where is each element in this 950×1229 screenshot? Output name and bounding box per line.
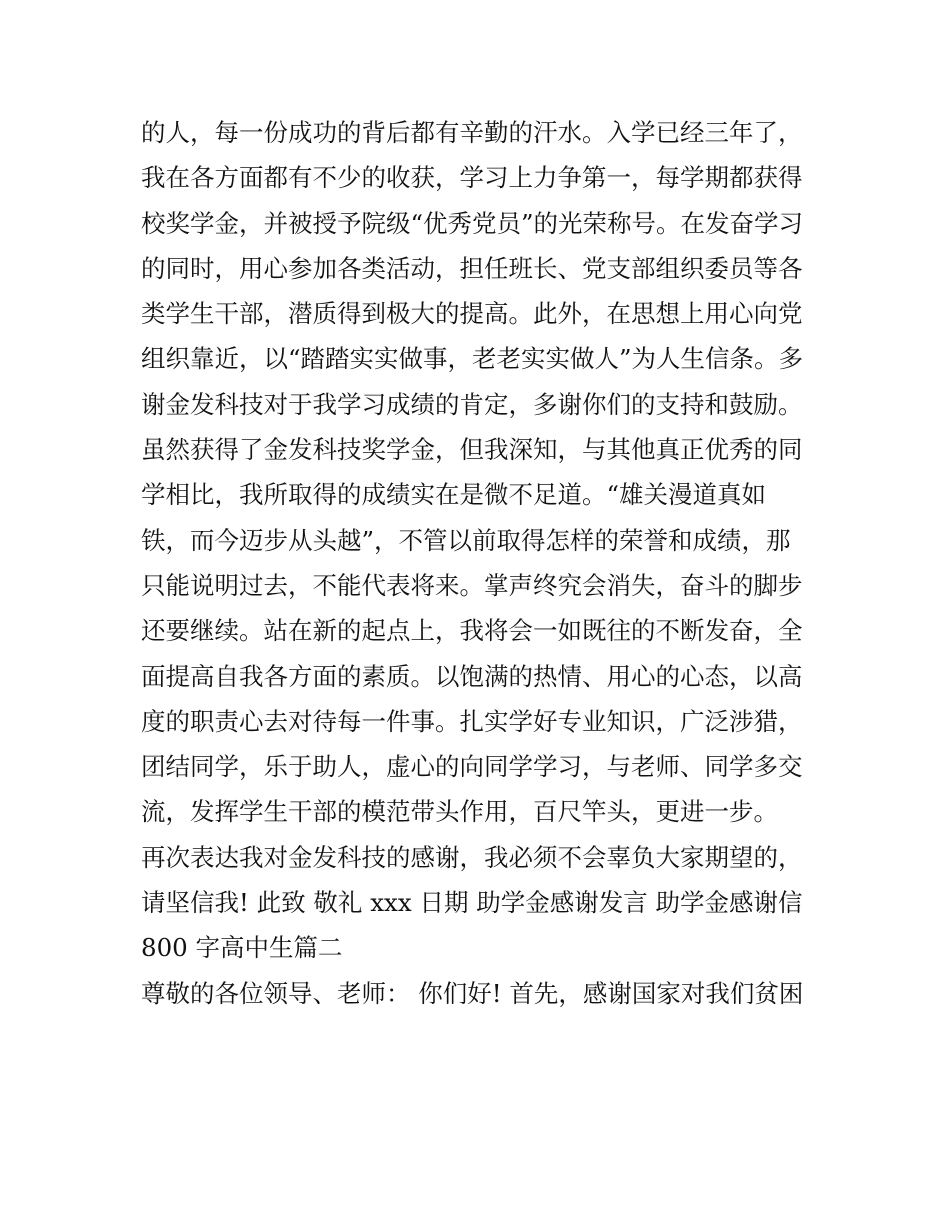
text-line: 的同时，用心参加各类活动，担任班长、党支部组织委员等各 bbox=[141, 253, 803, 283]
text-line: 度的职责心去对待每一件事。扎实学好专业知识，广泛涉猎， bbox=[141, 706, 803, 736]
text-line: 学相比，我所取得的成绩实在是微不足道。“雄关漫道真如 bbox=[141, 480, 767, 510]
text-line: 类学生干部，潜质得到极大的提高。此外，在思想上用心向党 bbox=[141, 299, 803, 329]
text-line: 还要继续。站在新的起点上，我将会一如既往的不断发奋，全 bbox=[141, 616, 803, 646]
text-line: 的人，每一份成功的背后都有辛勤的汗水。入学已经三年了， bbox=[141, 118, 803, 147]
text-line: 流，发挥学生干部的模范带头作用，百尺竿头，更进一步。 bbox=[141, 797, 778, 827]
text-line: 组织靠近，以“踏踏实实做事，老老实实做人”为人生信条。多 bbox=[141, 344, 804, 374]
text-line: 请坚信我! 此致 敬礼 xxx 日期 助学金感谢发言 助学金感谢信 bbox=[141, 888, 803, 918]
text-line: 我在各方面都有不少的收获，学习上力争第一，每学期都获得 bbox=[141, 163, 803, 193]
text-line: 谢金发科技对于我学习成绩的肯定，多谢你们的支持和鼓励。 bbox=[141, 389, 803, 419]
text-line: 尊敬的各位领导、老师： 你们好! 首先，感谢国家对我们贫困 bbox=[141, 978, 804, 1008]
text-line: 面提高自我各方面的素质。以饱满的热情、用心的心态，以高 bbox=[141, 661, 803, 691]
text-line: 团结同学，乐于助人，虚心的向同学学习，与老师、同学多交 bbox=[141, 752, 803, 782]
text-line: 校奖学金，并被授予院级“优秀党员”的光荣称号。在发奋学习 bbox=[141, 208, 804, 238]
body-text bbox=[141, 110, 821, 1016]
section-heading-line: 800 字高中生篇二 bbox=[141, 933, 343, 963]
text-line: 铁，而今迈步从头越”，不管以前取得怎样的荣誉和成绩，那 bbox=[141, 525, 791, 555]
text-line: 虽然获得了金发科技奖学金，但我深知，与其他真正优秀的同 bbox=[141, 435, 803, 465]
text-line: 只能说明过去，不能代表将来。掌声终究会消失，奋斗的脚步 bbox=[141, 570, 803, 600]
text-line: 再次表达我对金发科技的感谢，我必须不会辜负大家期望的， bbox=[141, 842, 803, 872]
